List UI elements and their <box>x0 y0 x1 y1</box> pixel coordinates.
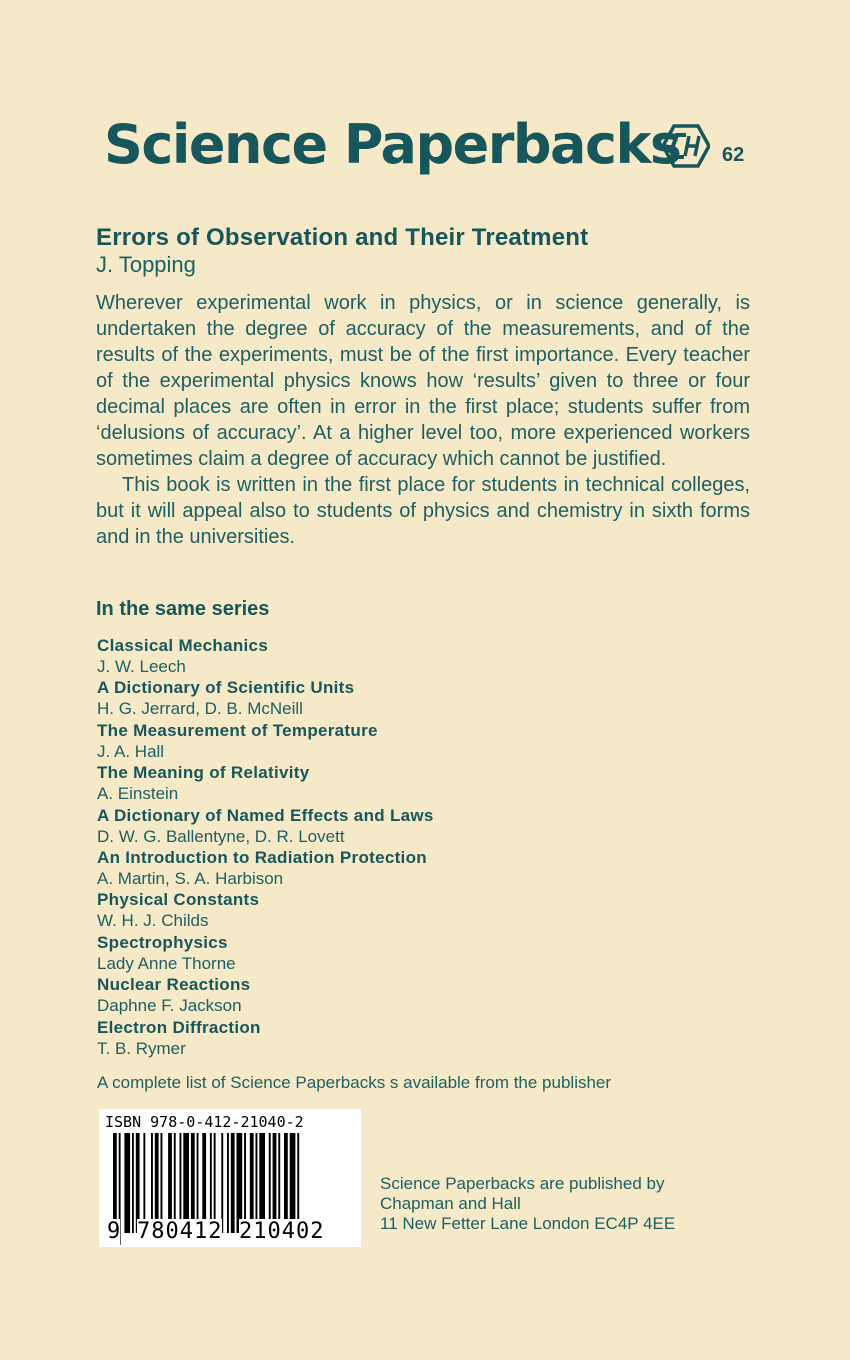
series-book-title: A Dictionary of Scientific Units <box>97 678 355 698</box>
barcode-digit-first: 9 <box>107 1219 121 1244</box>
series-book-item <box>97 805 697 847</box>
series-book-title: An Introduction to Radiation Protection <box>97 847 427 867</box>
series-book-author: J. W. Leech <box>97 657 186 676</box>
series-book-list <box>97 635 697 1059</box>
series-book-title: A Dictionary of Named Effects and Laws <box>97 805 434 825</box>
series-book-author: J. A. Hall <box>97 741 165 761</box>
description-paragraph: This book is written in the first place for students in technical colleges, but it will appeal also to students of physics and chemistry in sixth forms and in the universities. <box>96 474 750 548</box>
series-book-title: Spectrophysics <box>97 932 228 952</box>
isbn-barcode <box>99 1109 361 1247</box>
series-book-title: The Meaning of Relativity <box>97 763 310 783</box>
publisher-info <box>380 1174 675 1234</box>
series-book-author: Lady Anne Thorne <box>97 953 236 973</box>
book-title: Errors of Observation and Their Treatment <box>96 224 589 251</box>
chapman-hall-logo-icon <box>662 124 710 168</box>
series-book-title: Physical Constants <box>97 890 260 910</box>
series-book-item <box>97 635 697 677</box>
publisher-line: Chapman and Hall <box>380 1194 521 1213</box>
barcode-digits-left: 780412 <box>137 1219 223 1244</box>
book-description <box>96 290 750 550</box>
series-book-author: W. H. J. Childs <box>97 911 209 931</box>
series-header <box>104 110 764 180</box>
barcode-digits-right: 210402 <box>239 1219 325 1244</box>
publisher-line: 11 New Fetter Lane London EC4P 4EE <box>380 1214 676 1233</box>
series-book-title: The Measurement of Temperature <box>97 720 378 740</box>
same-series-heading: In the same series <box>96 598 270 620</box>
series-book-author: A. Martin, S. A. Harbison <box>97 868 284 888</box>
series-title: Science Paperbacks <box>104 113 681 176</box>
series-book-title: Nuclear Reactions <box>97 975 251 995</box>
series-book-item <box>97 720 697 762</box>
series-book-author: H. G. Jerrard, D. B. McNeill <box>97 699 303 719</box>
series-book-item <box>97 1017 697 1059</box>
series-book-author: D. W. G. Ballentyne, D. R. Lovett <box>97 826 345 846</box>
series-number: 62 <box>722 144 745 166</box>
publisher-line: Science Paperbacks are published by <box>380 1174 665 1193</box>
series-book-item <box>97 847 697 889</box>
description-paragraph: Wherever experimental work in physics, or in science generally, is undertaken the degree of accuracy of the measurements, and of the results of the experiments, must be of the first importance. Every teacher of the experimental physics knows how ‘results’ given to three or four decimal places are often in error in the first place; students suffer from ‘delusions of accuracy’. At a higher level too, more experienced workers sometimes claim a degree of accuracy which cannot be justified. <box>96 292 750 470</box>
series-book-author: T. B. Rymer <box>97 1038 186 1058</box>
isbn-label: ISBN 978-0-412-21040-2 <box>105 1113 304 1131</box>
series-book-item <box>97 932 697 974</box>
series-book-item <box>97 677 697 719</box>
series-book-author: Daphne F. Jackson <box>97 996 242 1016</box>
series-book-item <box>97 889 697 931</box>
book-author: J. Topping <box>96 252 196 277</box>
series-book-item <box>97 974 697 1016</box>
series-book-title: Classical Mechanics <box>97 636 269 655</box>
barcode-digits <box>99 1219 361 1245</box>
complete-list-note: A complete list of Science Paperbacks s available from the publisher <box>97 1073 612 1092</box>
series-book-title: Electron Diffraction <box>97 1017 261 1037</box>
series-book-item <box>97 762 697 804</box>
series-book-author: A. Einstein <box>97 784 179 804</box>
